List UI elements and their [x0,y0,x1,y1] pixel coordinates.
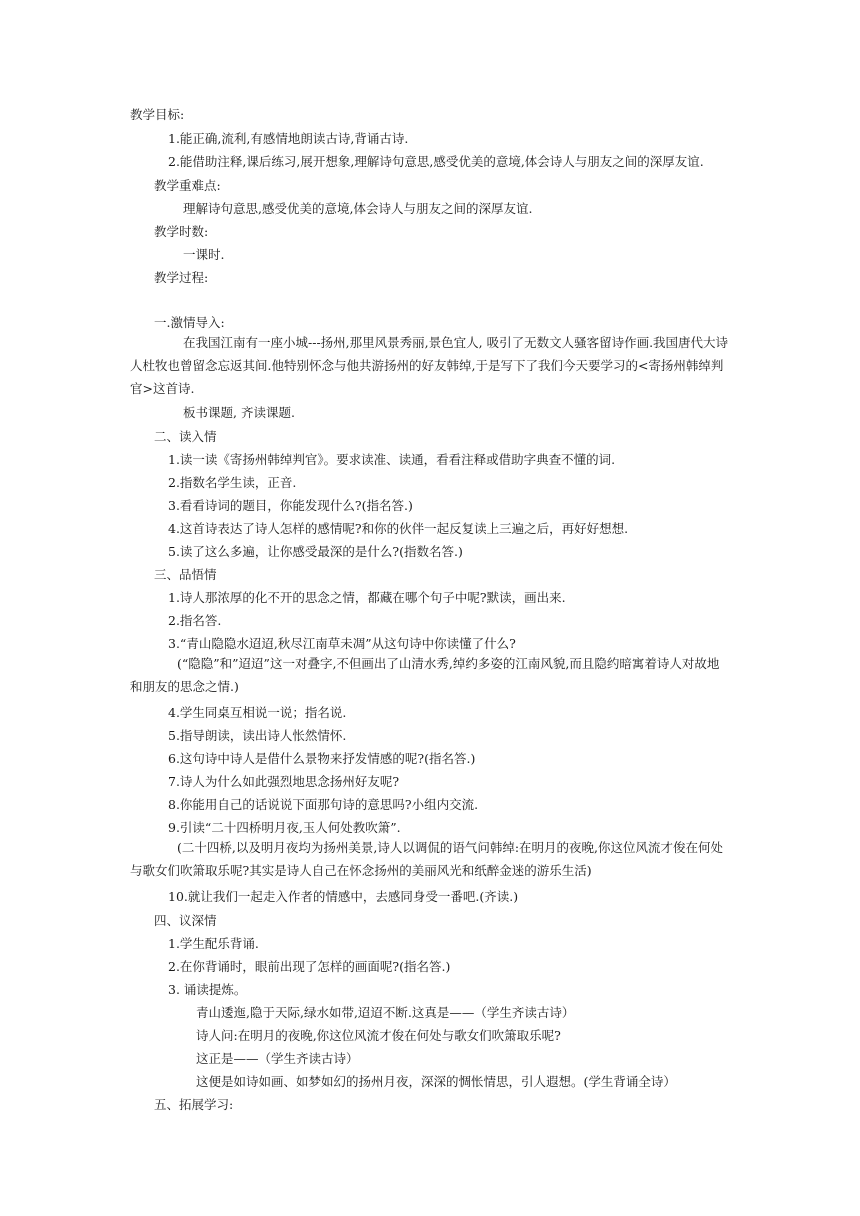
section-3-item-3: 3.“青山隐隐水迢迢,秋尽江南草未凋”从这句诗中你读懂了什么? [168,636,516,651]
section-3-item-9-note-text: (二十四桥,以及明月夜均为扬州美景,诗人以调侃的语气问韩绰:在明月的夜晚,你这位风流才俊在何处与歌女们吹箫取乐呢?其实是诗人自己在怀念扬州的美丽风光和纸醉金迷的游乐生活) [130,840,724,878]
heading-key-points: 教学重难点: [154,178,221,193]
section-4-item-3-line-d: 这便是如诗如画、如梦如幻的扬州月夜，深深的惆怅情思，引人遐想。(学生背诵全诗） [196,1074,676,1089]
section-2-item-3: 3.看看诗词的题目，你能发现什么?(指名答.) [168,498,413,513]
section-3-item-8: 8.你能用自己的话说说下面那句诗的意思吗?小组内交流. [168,797,479,812]
section-2-heading: 二、读入情 [154,429,217,444]
key-points-text: 理解诗句意思,感受优美的意境,体会诗人与朋友之间的深厚友谊. [183,201,533,216]
section-2-item-5: 5.读了这么多遍，让你感受最深的是什么?(指数名答.) [168,544,463,559]
section-2-item-1: 1.读一读《寄扬州韩绰判官》。要求读准、读通，看看注释或借助字典查不懂的词. [168,452,616,467]
section-4-item-3: 3. 诵读提炼。 [168,982,247,997]
section-3-item-3-note-text: (“隐隐”和”迢迢”这一对叠字,不但画出了山清水秀,绰约多姿的江南风貌,而且隐约暗寓着诗人对故地和朋友的思念之情.) [130,656,720,694]
section-3-item-10: 10.就让我们一起走入作者的情感中，去感同身受一番吧.(齐读.) [168,889,519,904]
goal-item-2: 2.能借助注释,课后练习,展开想象,理解诗句意思,感受优美的意境,体会诗人与朋友之间的深厚友谊. [168,154,704,169]
section-3-item-6: 6.这句诗中诗人是借什么景物来抒发情感的呢?(指名答.) [168,751,476,766]
section-5-heading: 五、拓展学习: [154,1097,234,1112]
class-hours-text: 一课时. [183,247,225,262]
heading-class-hours: 教学时数: [154,224,209,239]
section-1-paragraph [130,331,730,400]
section-4-item-3-line-a: 青山逶迤,隐于天际,绿水如带,迢迢不断.这真是——（学生齐读古诗） [196,1005,575,1020]
section-3-item-9-note [130,836,730,882]
section-1-paragraph-text: 在我国江南有一座小城---扬州,那里风景秀丽,景色宜人, 吸引了无数文人骚客留诗作画.我国唐代大诗人杜牧也曾留念忘返其间.他特别怀念与他共游扬州的好友韩绰,于是写下了我们今天要学习的<寄扬州韩绰判官>这首诗. [130,335,729,396]
goal-item-1: 1.能正确,流利,有感情地朗读古诗,背诵古诗. [168,131,409,146]
section-3-item-1: 1.诗人那浓厚的化不开的思念之情，都藏在哪个句子中呢?默读，画出来. [168,590,566,605]
section-3-item-7: 7.诗人为什么如此强烈地思念扬州好友呢? [168,774,400,789]
section-4-item-2: 2.在你背诵时，眼前出现了怎样的画面呢?(指名答.) [168,959,451,974]
section-3-item-3-note [130,652,730,698]
section-4-item-3-line-c: 这正是——（学生齐读古诗） [196,1051,359,1066]
section-3-item-2: 2.指名答. [168,613,222,628]
section-2-item-2: 2.指数名学生读，正音. [168,475,297,490]
section-1-board-note: 板书课题, 齐读课题. [183,405,295,420]
section-3-item-9: 9.引读“二十四桥明月夜,玉人何处教吹箫”. [168,820,401,835]
section-1-heading: 一.激情导入: [154,315,225,330]
section-3-item-5: 5.指导朗读，读出诗人怅然情怀. [168,728,347,743]
section-3-item-4: 4.学生同桌互相说一说；指名说. [168,705,347,720]
section-4-heading: 四、议深情 [154,913,217,928]
heading-teaching-goals: 教学目标: [130,107,185,122]
heading-teaching-process: 教学过程: [154,270,209,285]
section-4-item-3-line-b: 诗人问:在明月的夜晚,你这位风流才俊在何处与歌女们吹箫取乐呢? [196,1028,561,1043]
section-4-item-1: 1.学生配乐背诵. [168,936,259,951]
section-3-heading: 三、品悟情 [154,567,217,582]
section-2-item-4: 4.这首诗表达了诗人怎样的感情呢?和你的伙伴一起反复读上三遍之后，再好好想想. [168,521,629,536]
